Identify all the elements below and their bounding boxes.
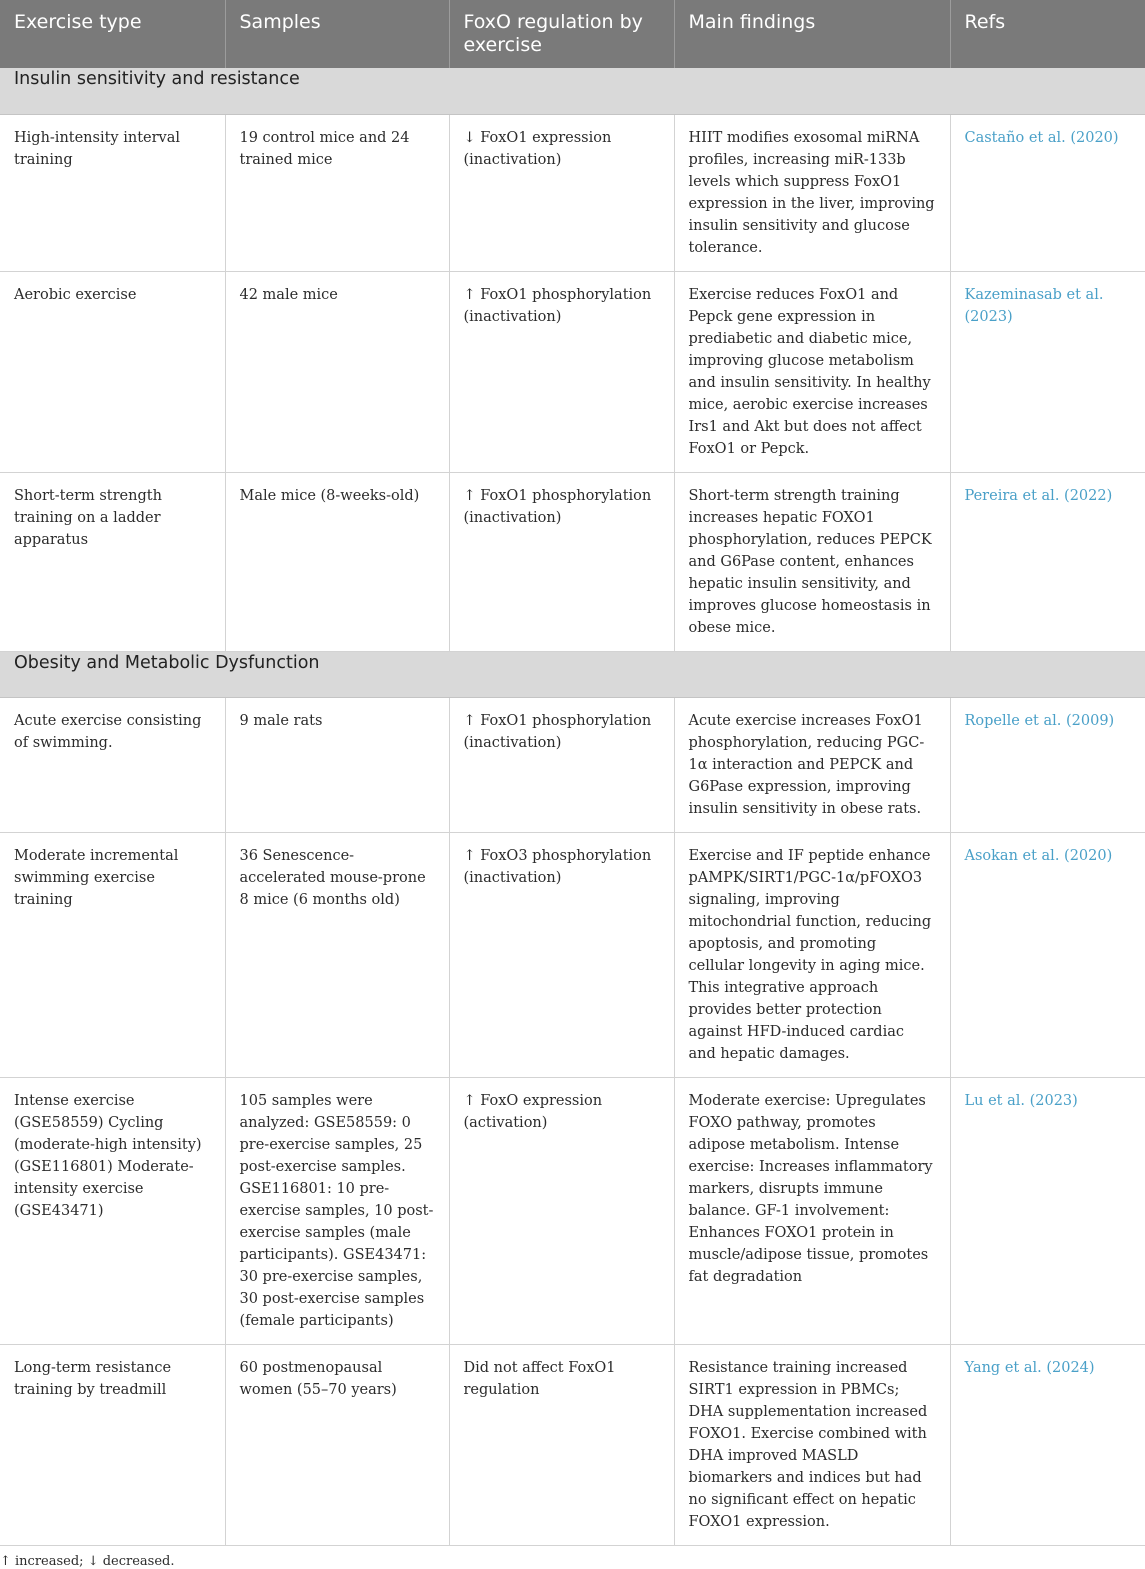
- ref-link[interactable]: Pereira et al. (2022): [964, 487, 1113, 504]
- ref-link[interactable]: Kazeminasab et al. (2023): [964, 286, 1104, 325]
- header-refs: Refs: [950, 0, 1145, 68]
- ref-link[interactable]: Yang et al. (2024): [964, 1359, 1095, 1376]
- header-main-findings: Main findings: [674, 0, 950, 68]
- ref-link[interactable]: Lu et al. (2023): [964, 1092, 1078, 1109]
- cell-ref: [950, 472, 1145, 651]
- table-row: [0, 114, 1145, 271]
- cell-ref: [950, 1344, 1145, 1545]
- cell-exercise-type: Acute exercise consisting of swimming.: [0, 697, 225, 832]
- header-samples: Samples: [225, 0, 449, 68]
- cell-samples: Male mice (8-weeks-old): [225, 472, 449, 651]
- table-row: [0, 1344, 1145, 1545]
- cell-ref: [950, 832, 1145, 1077]
- table-row: [0, 832, 1145, 1077]
- cell-exercise-type: Long-term resistance training by treadmill: [0, 1344, 225, 1545]
- cell-samples: 9 male rats: [225, 697, 449, 832]
- cell-samples: 105 samples were analyzed: GSE58559: 0 pre-exercise samples, 25 post-exercise samples. GSE116801: 10 pre-exercise samples, 10 post-exercise samples (male participants). GSE43471: 30 pre-exercise samples, 30 post-exercise samples (female participants): [225, 1077, 449, 1344]
- ref-link[interactable]: Asokan et al. (2020): [964, 847, 1113, 864]
- cell-exercise-type: Intense exercise (GSE58559) Cycling (moderate-high intensity) (GSE116801) Moderate-intensity exercise (GSE43471): [0, 1077, 225, 1344]
- header-foxo-regulation: FoxO regulation by exercise: [449, 0, 674, 68]
- header-exercise-type: Exercise type: [0, 0, 225, 68]
- cell-regulation: ↑ FoxO1 phosphorylation (inactivation): [449, 697, 674, 832]
- cell-ref: [950, 697, 1145, 832]
- cell-regulation: ↑ FoxO1 phosphorylation (inactivation): [449, 271, 674, 472]
- cell-samples: 60 postmenopausal women (55–70 years): [225, 1344, 449, 1545]
- ref-link[interactable]: Ropelle et al. (2009): [964, 712, 1115, 729]
- ref-link[interactable]: Castaño et al. (2020): [964, 129, 1119, 146]
- cell-findings: Exercise reduces FoxO1 and Pepck gene expression in prediabetic and diabetic mice, improving glucose metabolism and insulin sensitivity. In healthy mice, aerobic exercise increases Irs1 and Akt but does not affect FoxO1 or Pepck.: [674, 271, 950, 472]
- cell-samples: 42 male mice: [225, 271, 449, 472]
- section-row-obesity: [0, 651, 1145, 697]
- section-row-insulin: [0, 68, 1145, 114]
- cell-exercise-type: Short-term strength training on a ladder apparatus: [0, 472, 225, 651]
- table-row: [0, 472, 1145, 651]
- header-row: [0, 0, 1145, 68]
- cell-ref: [950, 271, 1145, 472]
- cell-ref: [950, 1077, 1145, 1344]
- cell-findings: Short-term strength training increases hepatic FOXO1 phosphorylation, reduces PEPCK and G6Pase content, enhances hepatic insulin sensitivity, and improves glucose homeostasis in obese mice.: [674, 472, 950, 651]
- cell-samples: 36 Senescence-accelerated mouse-prone 8 mice (6 months old): [225, 832, 449, 1077]
- table-row: [0, 1077, 1145, 1344]
- cell-exercise-type: Aerobic exercise: [0, 271, 225, 472]
- cell-exercise-type: Moderate incremental swimming exercise training: [0, 832, 225, 1077]
- cell-findings: Acute exercise increases FoxO1 phosphorylation, reducing PGC-1α interaction and PEPCK and G6Pase expression, improving insulin sensitivity in obese rats.: [674, 697, 950, 832]
- cell-regulation: ↑ FoxO expression (activation): [449, 1077, 674, 1344]
- cell-regulation: ↓ FoxO1 expression (inactivation): [449, 114, 674, 271]
- table-row: [0, 271, 1145, 472]
- section-title: Obesity and Metabolic Dysfunction: [0, 651, 1145, 697]
- cell-samples: 19 control mice and 24 trained mice: [225, 114, 449, 271]
- cell-regulation: ↑ FoxO3 phosphorylation (inactivation): [449, 832, 674, 1077]
- cell-findings: Moderate exercise: Upregulates FOXO pathway, promotes adipose metabolism. Intense exercise: Increases inflammatory markers, disrupts immune balance. GF-1 involvement: Enhances FOXO1 protein in muscle/adipose tissue, promotes fat degradation: [674, 1077, 950, 1344]
- cell-regulation: ↑ FoxO1 phosphorylation (inactivation): [449, 472, 674, 651]
- cell-findings: Resistance training increased SIRT1 expression in PBMCs; DHA supplementation increased FOXO1. Exercise combined with DHA improved MASLD biomarkers and indices but had no significant effect on hepatic FOXO1 expression.: [674, 1344, 950, 1545]
- cell-regulation: Did not affect FoxO1 regulation: [449, 1344, 674, 1545]
- table-footnote: ↑ increased; ↓ decreased.: [0, 1553, 175, 1569]
- cell-findings: HIIT modifies exosomal miRNA profiles, increasing miR-133b levels which suppress FoxO1 expression in the liver, improving insulin sensitivity and glucose tolerance.: [674, 114, 950, 271]
- cell-ref: [950, 114, 1145, 271]
- table-row: [0, 697, 1145, 832]
- cell-findings: Exercise and IF peptide enhance pAMPK/SIRT1/PGC-1α/pFOXO3 signaling, improving mitochondrial function, reducing apoptosis, and promoting cellular longevity in aging mice. This integrative approach provides better protection against HFD-induced cardiac and hepatic damages.: [674, 832, 950, 1077]
- section-title: Insulin sensitivity and resistance: [0, 68, 1145, 114]
- cell-exercise-type: High-intensity interval training: [0, 114, 225, 271]
